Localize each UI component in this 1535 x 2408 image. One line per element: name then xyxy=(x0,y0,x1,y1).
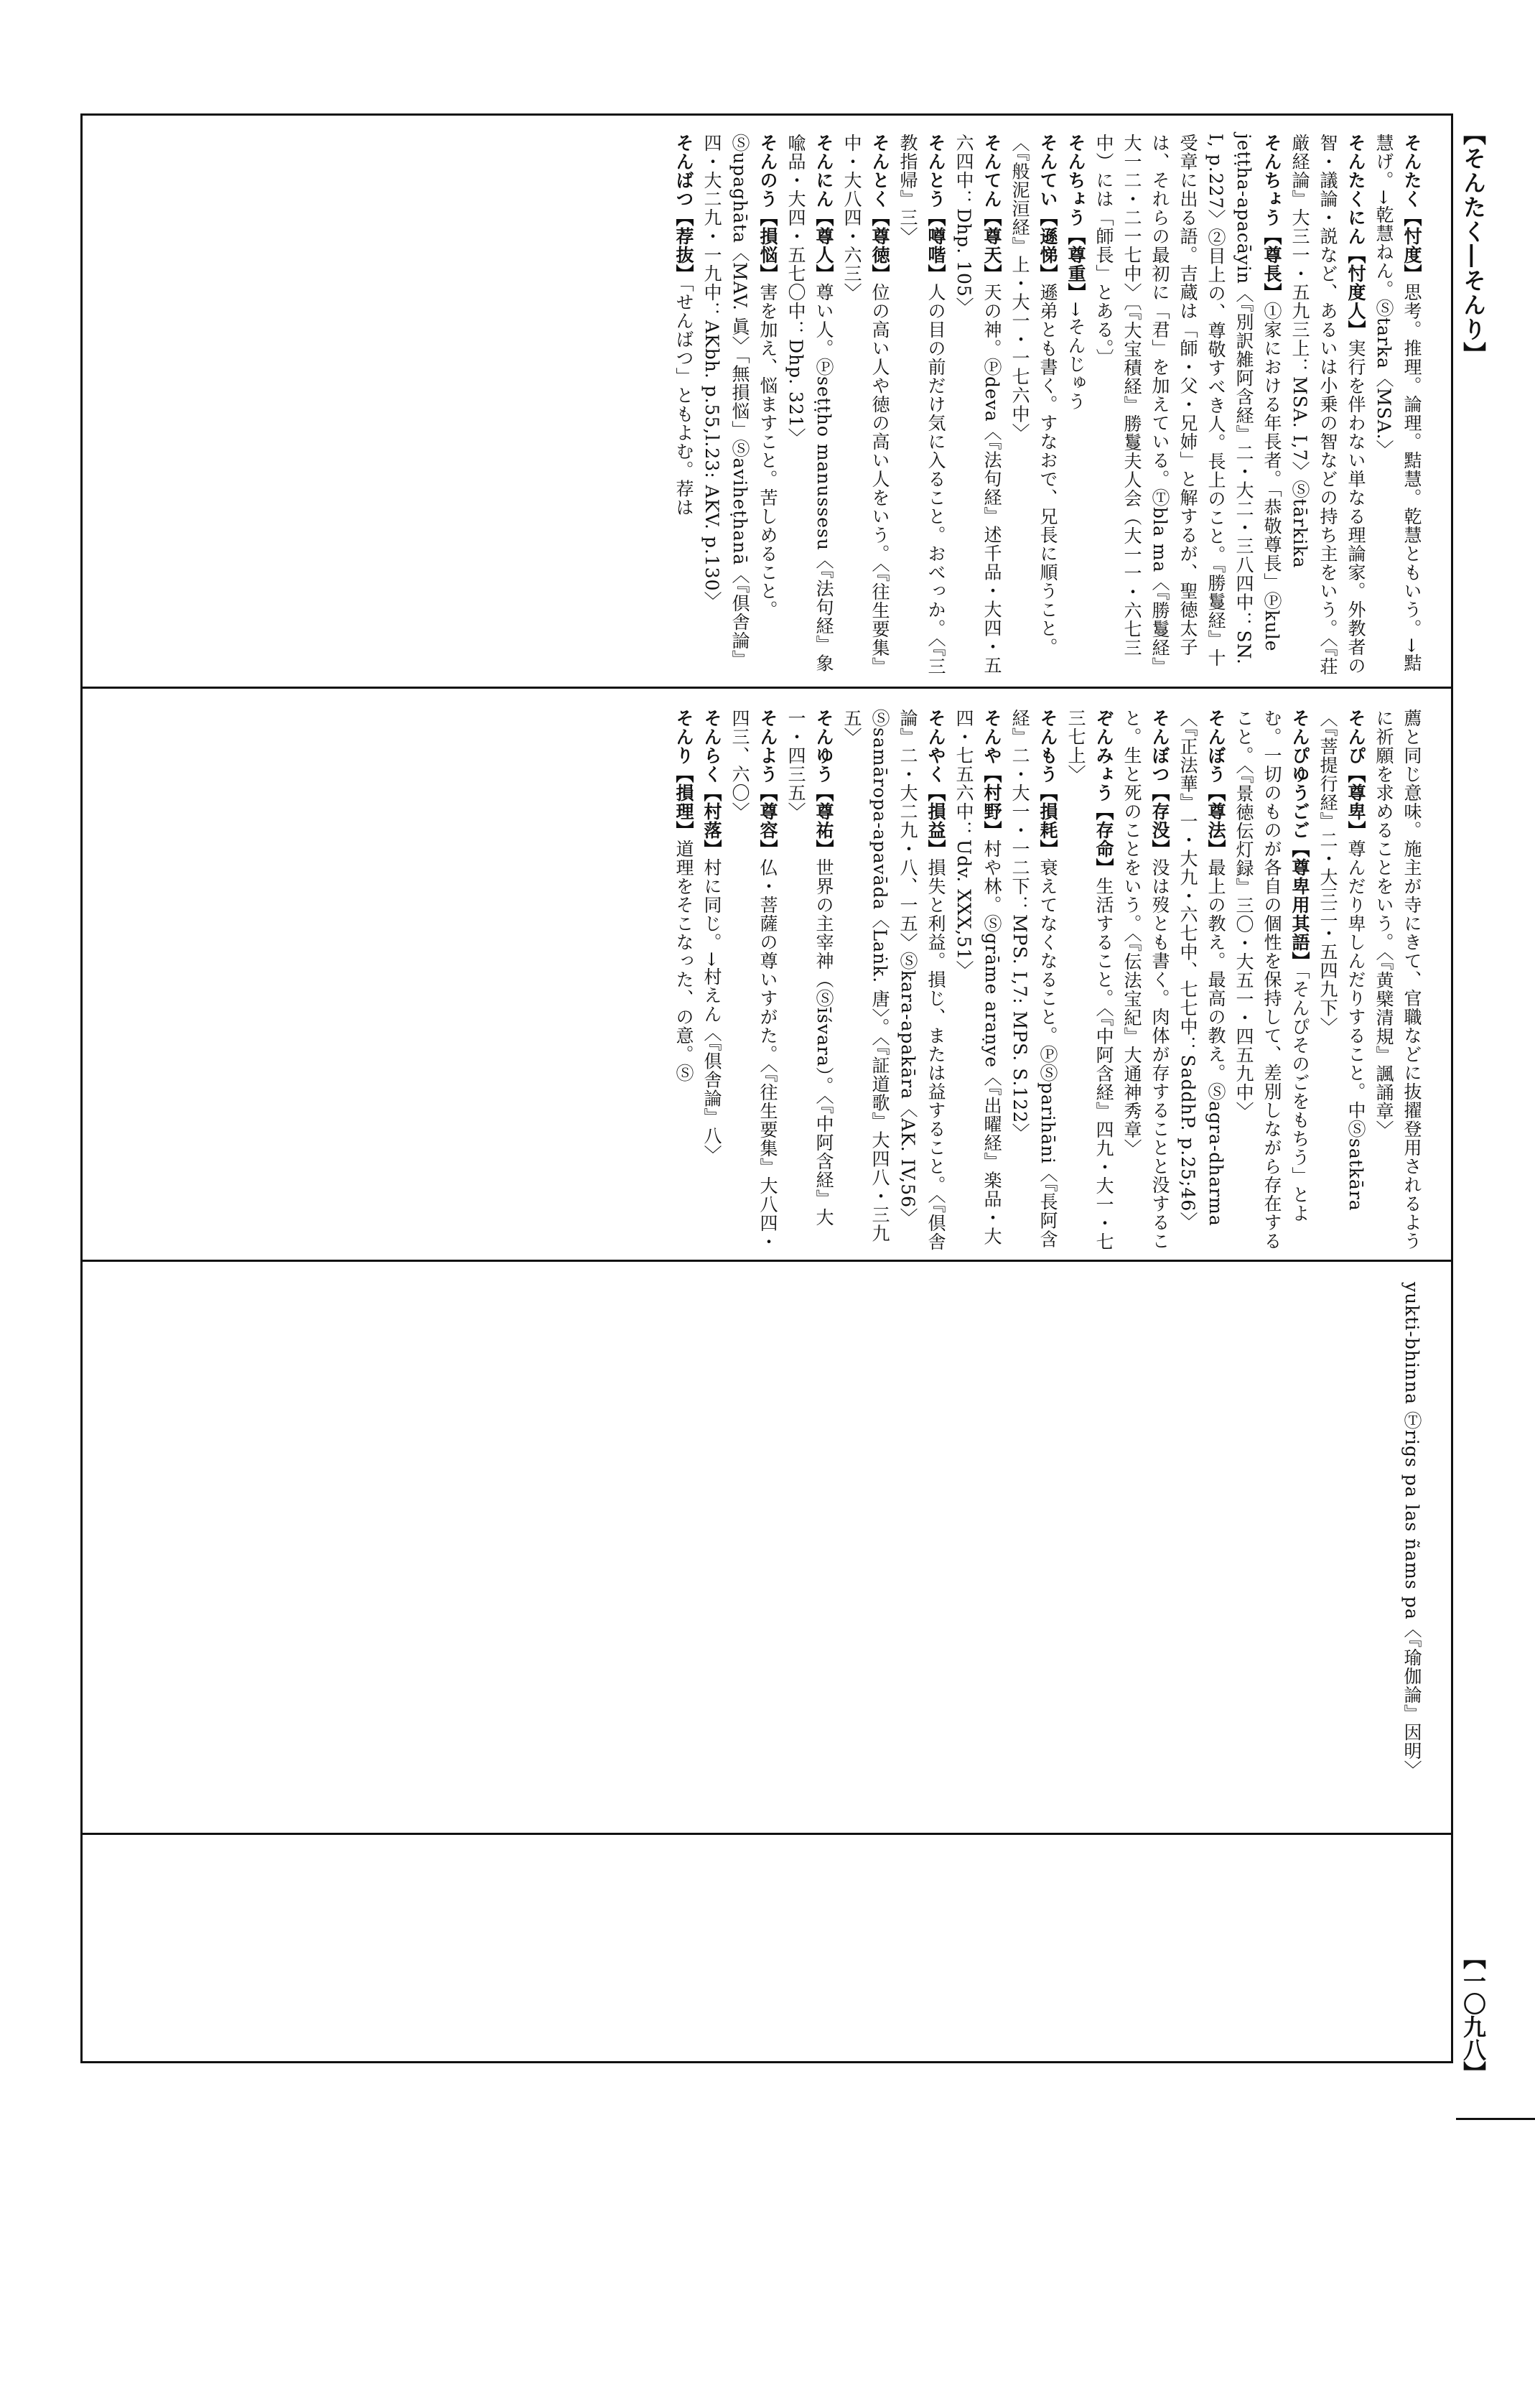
entry-definition: 害を加え、悩ますこと。苦しめること。Ⓢupaghāta〈MAV. 眞〉「無損悩」Ⓢaviheṭhanā〈『倶舎論』四・大二九・一九中：AKbh. p.55,l.23: AKV. p.130〉 xyxy=(701,134,778,669)
dictionary-entry xyxy=(841,709,946,1251)
dictionary-entry-continued xyxy=(1401,1282,1422,1779)
entry-headword: そんゆう【尊祐】 xyxy=(813,709,834,858)
entry-definition: ①家における年長者。「恭敬尊長」Ⓟkule jeṭṭha-apacāyin〈『別訳雑阿含経』二・大二・三八四中：SN. I, p.227〉②目上の、尊敬すべき人。長上のこと。『勝鬘経』十受章に出る語。吉蔵は「師・父・兄姉」と解するが、聖徳太子は、それらの最初に「君」を加えている。Ⓣbla ma〈『勝鬘経』大一二・二一七中〉〔『大宝積経』勝鬘夫人会（大一一・六七三中）には「師長」とある。〕 xyxy=(1093,134,1282,676)
entry-headword: そんとく【尊徳】 xyxy=(869,134,890,283)
entry-definition: 世界の主宰神（Ⓢīśvara）。〈『中阿含経』大一・四三五〉 xyxy=(785,709,834,1227)
corner-rule xyxy=(1456,2118,1535,2120)
entry-definition: 最上の教え。最高の教え。Ⓢagra-dharma〈『正法華』一・大九・六七中、七七中：SaddhP. p.25;46〉 xyxy=(1177,709,1226,1231)
dictionary-entry xyxy=(953,709,1002,1246)
dictionary-entry xyxy=(1009,709,1058,1248)
dictionary-entry xyxy=(785,134,834,673)
tier-2 xyxy=(80,687,1453,1262)
entry-headword: そんぴ【尊卑】 xyxy=(1345,709,1366,840)
entry-headword: ぞんみょう【存命】 xyxy=(1093,709,1114,877)
entry-definition: 薦と同じ意味。施主が寺にきて、官職などに抜擢登用されるように祈願を求めることをいう。〈『黄檗清規』諷誦章〉 xyxy=(1373,709,1422,1250)
tier-2-text xyxy=(670,709,1426,1253)
entry-definition: 衰えてなくなること。ⓅⓈparihāni〈『長阿含経』二・大一・一二下：MPS. I,7: MPS. S.122〉 xyxy=(1009,709,1058,1249)
entry-headword: そんちょう【尊重】 xyxy=(1065,134,1086,302)
entry-headword: そんり【損理】 xyxy=(673,709,694,840)
dictionary-entry xyxy=(1121,709,1170,1250)
entry-definition: 思考。推理。論理。黠慧。乾慧ともいう。→黠慧げ。→乾慧ねん。Ⓢtarka〈MSA.〉 xyxy=(1373,134,1422,672)
entry-definition: →そんじゅう xyxy=(1065,302,1086,411)
entry-definition: 生活すること。〈『中阿含経』四九・大一・七三七上〉 xyxy=(1065,709,1114,1251)
entry-definition: 実行を伴わない単なる理論家。外教者の智・議論・説など、あるいは小乗の智などの持ち主をいう。〈『荘厳経論』大三一・五九三上：MSA. I,7〉Ⓢtārkika xyxy=(1289,134,1366,676)
entry-definition: 遜弟とも書く。すなおで、兄長に順うこと。〈『般泥洹経』上・大一・一七六中〉 xyxy=(1009,134,1058,656)
tier-3-text xyxy=(1398,1282,1426,1826)
dictionary-entry xyxy=(1317,709,1366,1212)
dictionary-entry xyxy=(1289,134,1366,676)
dictionary-entry xyxy=(1233,709,1310,1250)
dictionary-entry xyxy=(953,134,1002,674)
entry-headword: そんよう【尊容】 xyxy=(757,709,778,858)
entry-definition: 「そんぴそのごをもちう」とよむ。一切のものが各自の個性を保持して、差別しながら存在すること。〈『景徳伝灯録』三〇・大五一・四五九中〉 xyxy=(1233,709,1310,1250)
dictionary-entry xyxy=(701,134,778,669)
dictionary-entry xyxy=(1009,134,1058,656)
dictionary-entry xyxy=(1177,709,1226,1230)
entry-definition: 尊んだり卑しんだりすること。中Ⓢsatkāra〈『菩提行経』二・大三二・五四九下〉 xyxy=(1317,709,1366,1212)
entry-definition: 尊い人。Ⓟseṭṭho manussesu〈『法句経』象喩品・大四・五七〇中：Dhp. 321〉 xyxy=(785,134,834,673)
entry-headword: そんばつ【荐抜】 xyxy=(673,134,694,283)
page-number: 【一〇九八】 xyxy=(1460,1946,1487,2084)
dictionary-entry xyxy=(701,709,722,1163)
dictionary-entry-continued xyxy=(1373,709,1422,1250)
entry-definition: 没は歿とも書く。肉体が存することと没すること。生と死のことをいう。〈『伝法宝紀』大通神秀章〉 xyxy=(1121,709,1170,1250)
entry-headword: そんやく【損益】 xyxy=(925,709,946,858)
dictionary-entry xyxy=(785,709,834,1227)
dictionary-entry xyxy=(673,134,694,517)
entry-definition: yukti-bhinna Ⓣrigs pa las ñams pa〈『瑜伽論』因明〉 xyxy=(1401,1282,1422,1780)
dictionary-entry xyxy=(1065,709,1114,1251)
dictionary-entry xyxy=(729,709,778,1251)
dictionary-entry xyxy=(1093,134,1282,676)
entry-headword: そんてん【尊天】 xyxy=(981,134,1002,283)
entry-headword: そんぼう【尊法】 xyxy=(1205,709,1226,858)
entry-definition: 村や林。Ⓢgrāme araṇye〈『出曜経』楽品・大四・七五六中：Udv. XXX,51〉 xyxy=(953,709,1002,1246)
tier-3 xyxy=(80,1260,1453,1835)
dictionary-entry xyxy=(1065,134,1086,411)
entry-headword: そんのう【損悩】 xyxy=(757,134,778,283)
entry-definition: 村に同じ。→村えん〈『倶舎論』八〉 xyxy=(701,858,722,1164)
entry-headword: そんちょう【尊長】 xyxy=(1261,134,1282,302)
entry-definition: 天の神。Ⓟdeva〈『法句経』述千品・大四・五六四中：Dhp. 105〉 xyxy=(953,134,1002,675)
entry-headword: そんたくにん【忖度人】 xyxy=(1345,134,1366,339)
entry-definition: 「せんばつ」ともよむ。荐は xyxy=(673,283,694,517)
entry-headword: そんぼつ【存没】 xyxy=(1149,709,1170,858)
tier-1-text xyxy=(670,134,1426,678)
entry-headword: そんや【村野】 xyxy=(981,709,1002,840)
entry-headword: そんたく【忖度】 xyxy=(1401,134,1422,283)
entry-headword: そんてい【遜悌】 xyxy=(1037,134,1058,283)
dictionary-entry xyxy=(897,134,946,676)
tier-1 xyxy=(80,113,1453,687)
entry-headword: そんにん【尊人】 xyxy=(813,134,834,283)
entry-definition: 道理をそこなった、の意。Ⓢ xyxy=(673,840,694,1082)
dictionary-entry xyxy=(841,134,890,676)
entry-headword: そんとう【噂喈】 xyxy=(925,134,946,283)
entry-headword: そんぴゆうごご【尊卑用其語】 xyxy=(1289,709,1310,970)
running-header: 【そんたく―そんり】 xyxy=(1460,122,1487,366)
dictionary-entry xyxy=(673,709,694,1082)
entry-definition: 人の目の前だけ気に入ること。おべっか。〈『三教指帰』三〉 xyxy=(897,134,946,676)
entry-headword: そんらく【村落】 xyxy=(701,709,722,858)
entry-headword: そんもう【損耗】 xyxy=(1037,709,1058,858)
tier-4-empty xyxy=(80,1833,1453,2408)
entry-definition: 損失と利益。損じ、または益すること。〈『倶舎論』二・大二九・八、一五〉Ⓢkara-apakāra〈AK. IV,56〉Ⓢsamāropa-apavāda〈Laṅk. 唐〉。〈『証道歌』大四八・三九五〉 xyxy=(841,709,946,1251)
entry-definition: 仏・菩薩の尊いすがた。〈『往生要集』大八四・四三、六〇〉 xyxy=(729,709,778,1251)
dictionary-entry xyxy=(1373,134,1422,672)
entry-definition: 位の高い人や徳の高い人をいう。〈『往生要集』中・大八四・六三〉 xyxy=(841,134,890,676)
